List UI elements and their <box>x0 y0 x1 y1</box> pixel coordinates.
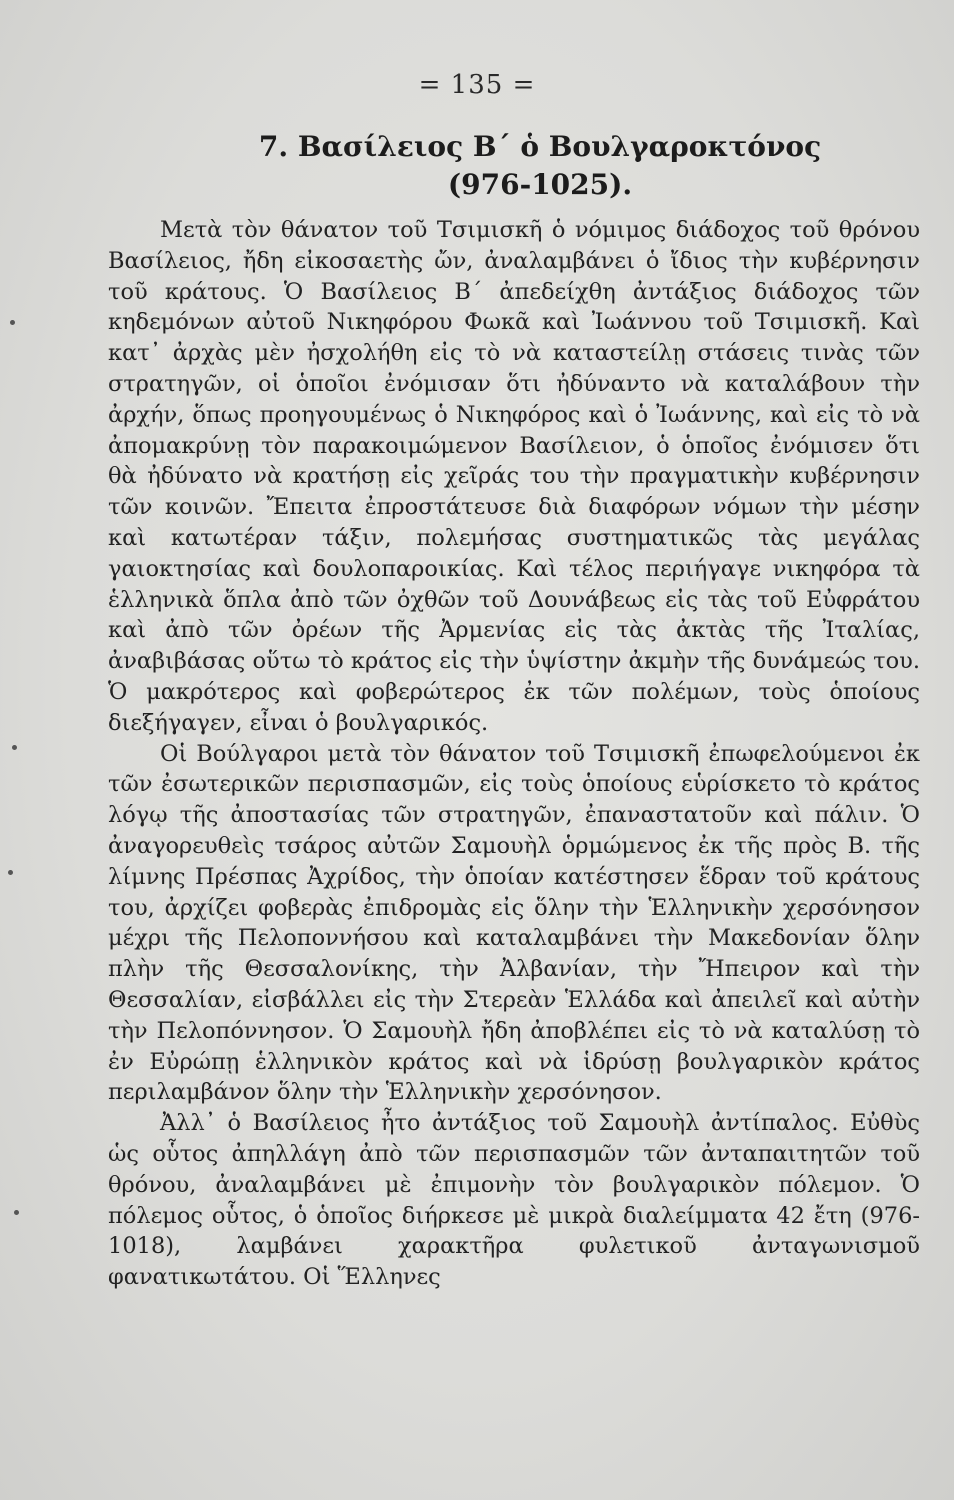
margin-speck <box>10 320 15 325</box>
paragraph-1: Μετὰ τὸν θάνατον τοῦ Τσιμισκῆ ὁ νόμιμος διάδοχος τοῦ θρόνου Βασίλειος, ἤδη εἰκοσαετὴς ὤν, ἀναλαμβάνει ὁ ἴδιος τὴν κυβέρνησιν τοῦ κράτους. Ὁ Βασίλειος Β΄ ἀπεδείχθη ἀντάξιος διάδοχος τῶν κηδεμόνων αὐτοῦ Νικηφόρου Φωκᾶ καὶ Ἰωάννου τοῦ Τσιμισκῆ. Καὶ κατ᾽ ἀρχὰς μὲν ἠσχολήθη εἰς τὸ νὰ καταστείλῃ στάσεις τινὰς τῶν στρατηγῶν, οἱ ὁποῖοι ἐνόμισαν ὅτι ἠδύναντο νὰ καταλάβουν τὴν ἀρχήν, ὅπως προηγουμένως ὁ Νικηφόρος καὶ ὁ Ἰωάννης, καὶ εἰς τὸ νὰ ἀπομακρύνῃ τὸν παρακοιμώμενον Βασίλειον, ὁ ὁποῖος ἐνόμισεν ὅτι θὰ ἠδύνατο νὰ κρατήσῃ εἰς χεῖράς του τὴν πραγματικὴν κυβέρνησιν τῶν κοινῶν. Ἔπειτα ἐπροστάτευσε διὰ διαφόρων νόμων τὴν μέσην καὶ κατωτέραν τάξιν, πολεμήσας συστηματικῶς τὰς μεγάλας γαιοκτησίας καὶ δουλοπαροικίας. Καὶ τέλος περιήγαγε νικηφόρα τὰ ἑλληνικὰ ὅπλα ἀπὸ τῶν ὀχθῶν τοῦ Δουνάβεως εἰς τὰς τοῦ Εὐφράτου καὶ ἀπὸ τῶν ὀρέων τῆς Ἀρμενίας εἰς τὰς ἀκτὰς τῆς Ἰταλίας, ἀναβιβάσας οὕτω τὸ κράτος εἰς τὴν ὑψίστην ἀκμὴν τῆς δυνάμεώς του. Ὁ μακρότερος καὶ φοβερώτερος ἐκ τῶν πολέμων, τοὺς ὁποίους διεξήγαγεν, εἶναι ὁ βουλγαρικός. <box>108 217 920 736</box>
paragraph-2: Οἱ Βούλγαροι μετὰ τὸν θάνατον τοῦ Τσιμισκῆ ἐπωφελούμενοι ἐκ τῶν ἐσωτερικῶν περισπασμῶν, εἰς τοὺς ὁποίους εὑρίσκετο τὸ κράτος λόγῳ τῆς ἀποστασίας τῶν στρατηγῶν, ἐπαναστατοῦν καὶ πάλιν. Ὁ ἀναγορευθεὶς τσάρος αὐτῶν Σαμουὴλ ὁρμώμενος ἐκ τῆς πρὸς Β. τῆς λίμνης Πρέσπας Ἀχρίδος, τὴν ὁποίαν κατέστησεν ἕδραν τοῦ κράτους του, ἀρχίζει φοβερὰς ἐπιδρομὰς εἰς ὅλην τὴν Ἑλληνικὴν χερσόνησον μέχρι τῆς Πελοποννήσου καὶ καταλαμβάνει τὴν Μακεδονίαν ὅλην πλὴν τῆς Θεσσαλονίκης, τὴν Ἀλβανίαν, τὴν Ἤπειρον καὶ τὴν Θεσσαλίαν, εἰσβάλλει εἰς τὴν Στερεὰν Ἑλλάδα καὶ ἀπειλεῖ καὶ αὐτὴν τὴν Πελοπόννησον. Ὁ Σαμουὴλ ἤδη ἀποβλέπει εἰς τὸ νὰ καταλύσῃ τὸ ἐν Εὐρώπῃ ἑλληνικὸν κράτος καὶ νὰ ἱδρύσῃ βουλγαρικὸν κράτος περιλαμβάνον ὅλην τὴν Ἑλληνικὴν χερσόνησον. <box>108 740 920 1106</box>
page-number: = 135 = <box>418 70 536 100</box>
margin-speck <box>14 1210 19 1215</box>
heading-title: 7. Βασίλειος Β΄ ὁ Βουλγαροκτόνος <box>258 130 822 163</box>
heading-dates: (976-1025). <box>447 168 633 201</box>
section-heading <box>240 128 840 204</box>
margin-speck <box>8 870 13 875</box>
paragraph-3: Ἀλλ᾽ ὁ Βασίλειος ἦτο ἀντάξιος τοῦ Σαμουὴλ ἀντίπαλος. Εὐθὺς ὡς οὗτος ἀπηλλάγη ἀπὸ τῶν περισπασμῶν τῶν ἀνταπαιτητῶν τοῦ θρόνου, ἀναλαμβάνει μὲ ἐπιμονὴν τὸν βουλγαρικὸν πόλεμον. Ὁ πόλεμος οὗτος, ὁ ὁποῖος διήρκεσε μὲ μικρὰ διαλείμματα 42 ἔτη (976-1018), λαμβάνει χαρακτῆρα φυλετικοῦ ἀνταγωνισμοῦ φανατικωτάτου. Οἱ Ἕλληνες <box>108 1110 920 1291</box>
margin-speck <box>12 745 17 750</box>
body-text <box>108 215 920 1293</box>
